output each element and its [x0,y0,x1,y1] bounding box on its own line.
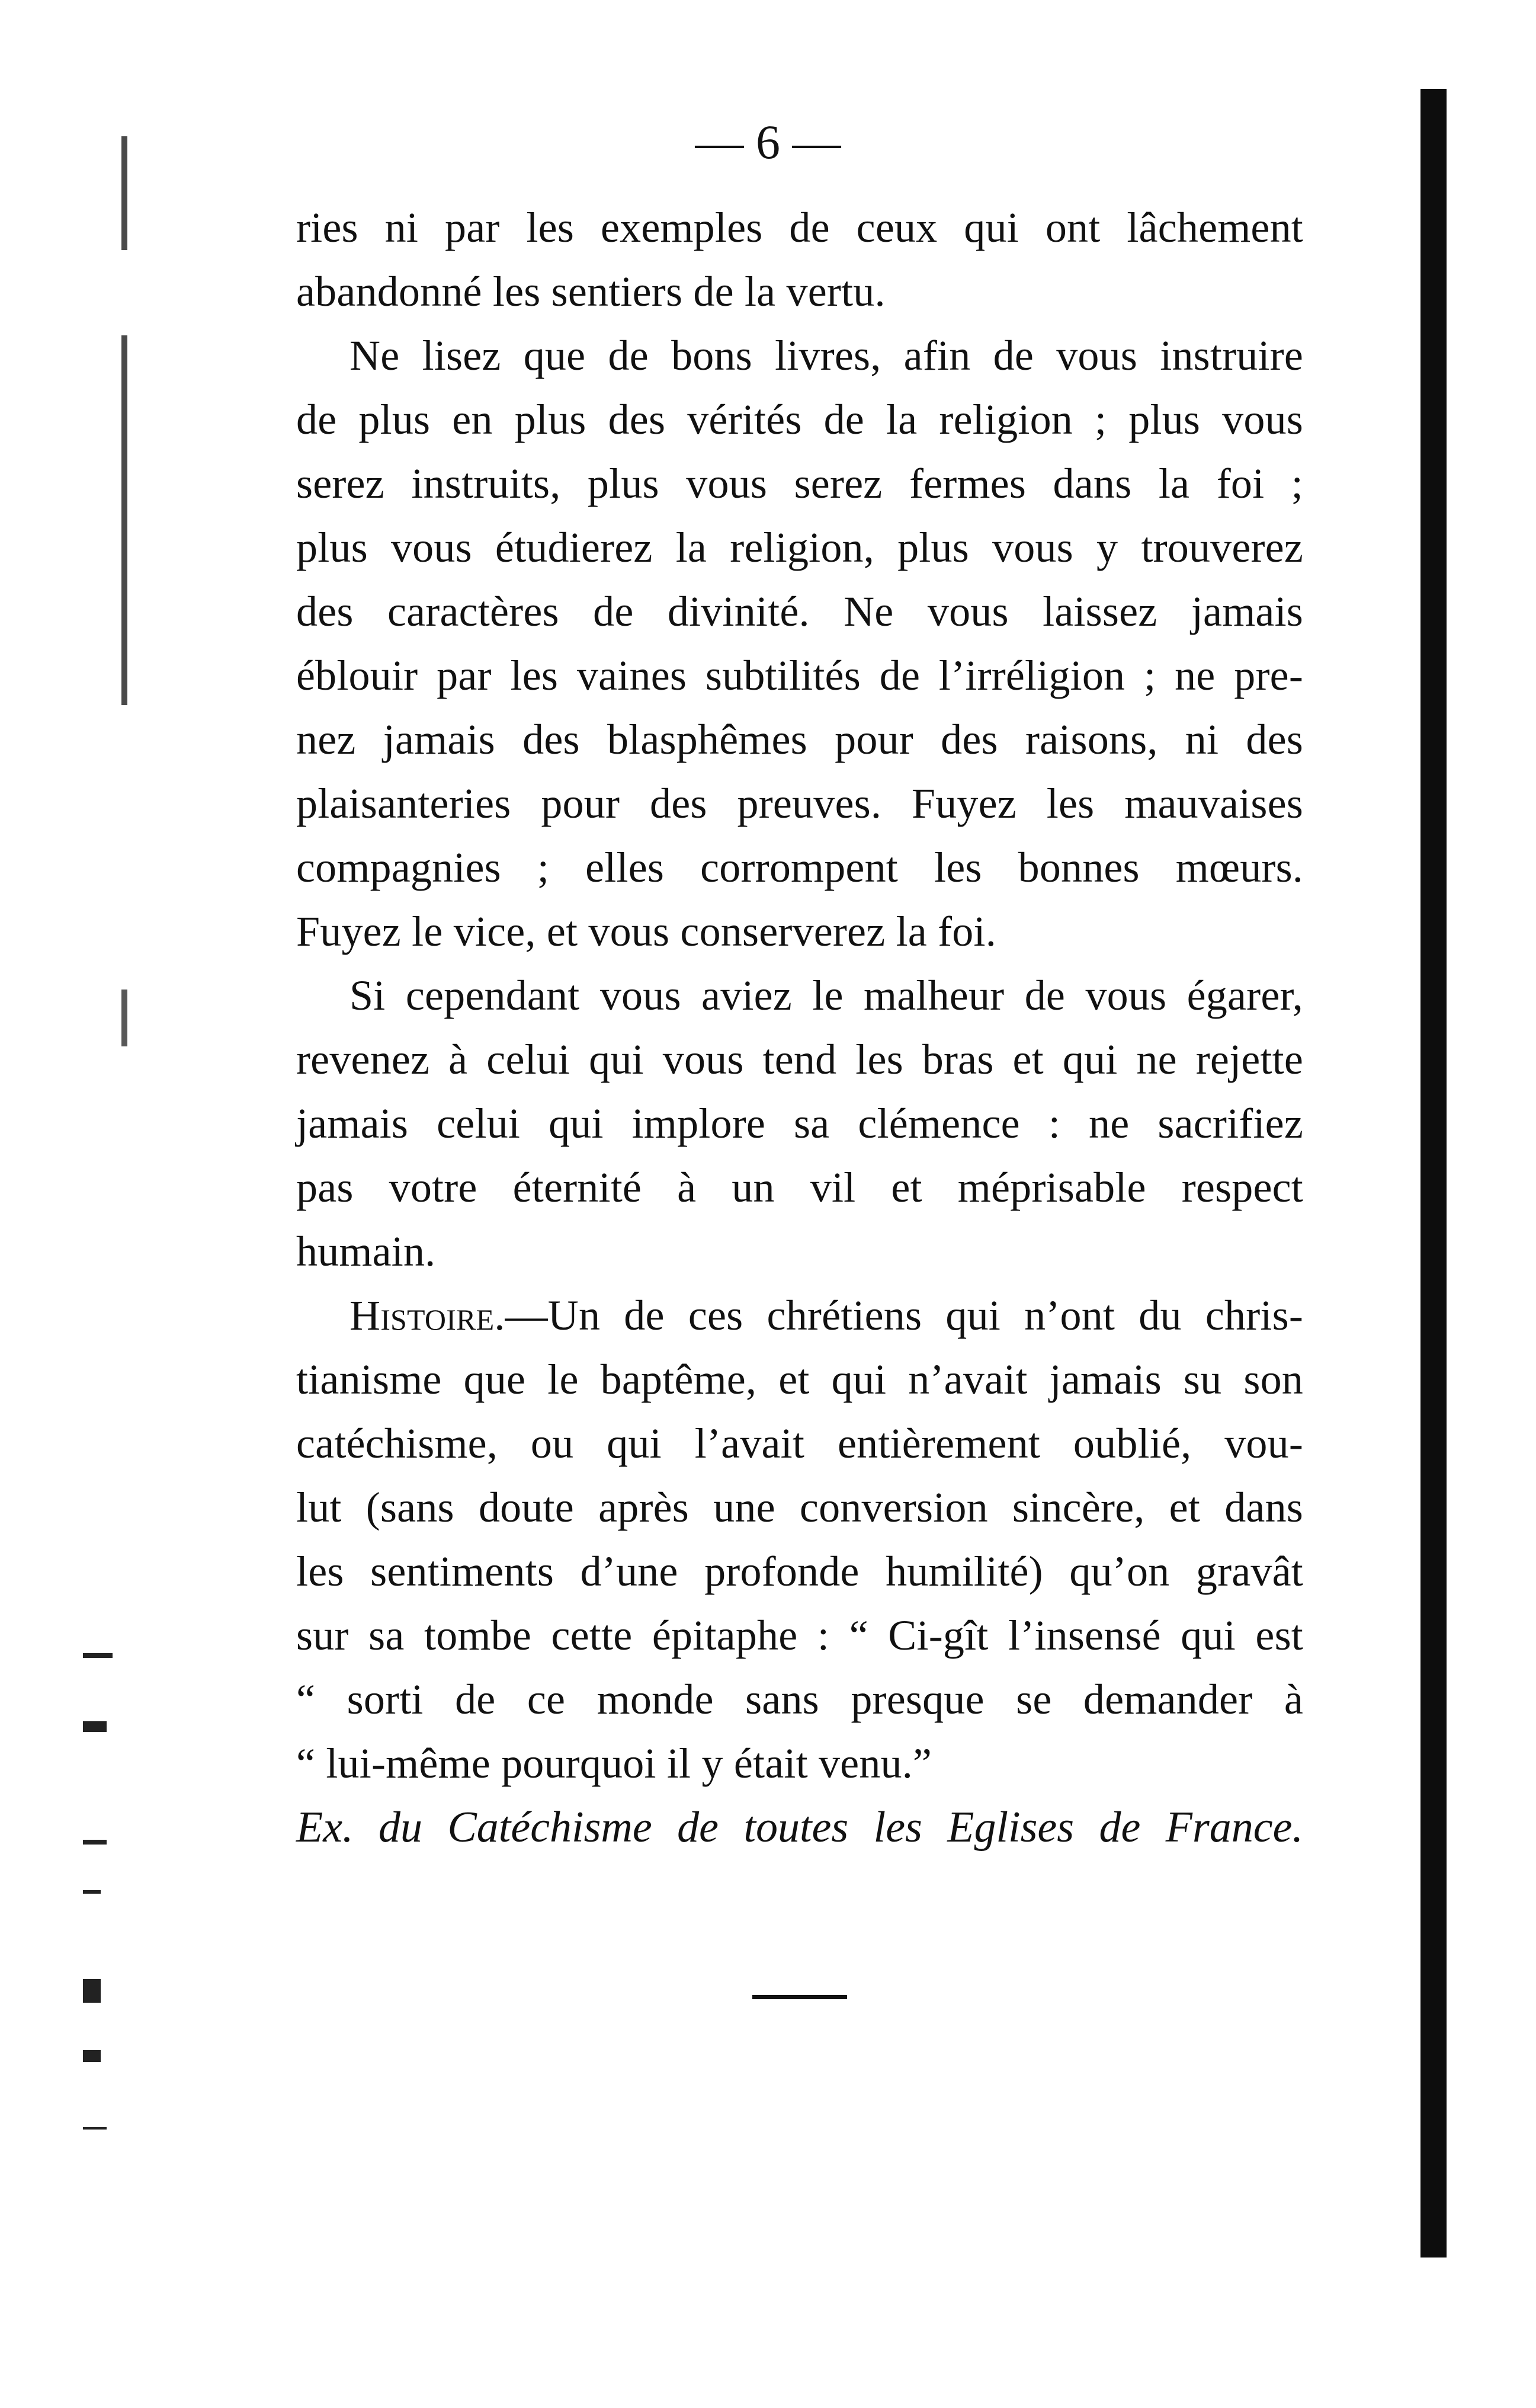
binding-edge-marks [121,136,127,1558]
text-line: nez jamais des blasphêmes pour des raisons, ni des [296,716,1303,763]
margin-mark [83,2127,107,2130]
text-line: jamais celui qui implore sa clémence : ne sacrifiez [296,1100,1303,1147]
source-citation: Ex. du Catéchisme de toutes les Eglises de France. [296,1803,1303,1852]
margin-mark [83,2050,101,2062]
text-line: plus vous étudierez la religion, plus vous y trouverez [296,524,1303,571]
story-heading: Histoire. [349,1292,505,1339]
page-number: — 6 — [695,115,841,169]
text-line: “ lui-même pourquoi il y était venu.” [296,1740,932,1787]
text-line: compagnies ; elles corrompent les bonnes mœurs. [296,844,1303,891]
page-body [296,196,1303,1795]
text-line: humain. [296,1228,436,1275]
text-line: revenez à celui qui vous tend les bras et qui ne rejette [296,1036,1303,1083]
margin-mark [83,1653,113,1658]
text-line: Si cependant vous aviez le malheur de vous égarer, [349,972,1303,1019]
text-line: ries ni par les exemples de ceux qui ont lâchement [296,204,1303,251]
text-line: tianisme que le baptême, et qui n’avait jamais su son [296,1356,1303,1403]
text-line: sur sa tombe cette épitaphe : “ Ci-gît l’insensé qui est [296,1612,1303,1659]
margin-mark [83,1840,107,1845]
page-edge-shadow [1420,89,1447,2258]
text-line: les sentiments d’une profonde humilité) qu’on gravât [296,1548,1303,1595]
margin-mark [83,1721,107,1732]
margin-mark [83,1979,101,2003]
text-line: serez instruits, plus vous serez fermes dans la foi ; [296,460,1303,507]
story-first-line-text: —Un de ces chrétiens qui n’ont du chris- [505,1292,1303,1339]
story-first-line [296,1283,1303,1347]
text-line: catéchisme, ou qui l’avait entièrement oublié, vou- [296,1420,1303,1467]
text-line: plaisanteries pour des preuves. Fuyez les mauvaises [296,780,1303,827]
text-line: lut (sans doute après une conversion sincère, et dans [296,1484,1303,1531]
text-line: Ne lisez que de bons livres, afin de vous instruire [349,332,1303,379]
text-line: abandonné les sentiers de la vertu. [296,268,886,315]
text-line: Fuyez le vice, et vous conserverez la foi. [296,908,996,955]
text-line: des caractères de divinité. Ne vous laissez jamais [296,588,1303,635]
margin-mark [83,1890,101,1894]
text-line: de plus en plus des vérités de la religion ; plus vous [296,396,1303,443]
end-rule [752,1995,847,1999]
text-line: éblouir par les vaines subtilités de l’irréligion ; ne pre- [296,652,1303,699]
text-line: pas votre éternité à un vil et méprisable respect [296,1164,1303,1211]
text-line: “ sorti de ce monde sans presque se demander à [296,1676,1303,1723]
